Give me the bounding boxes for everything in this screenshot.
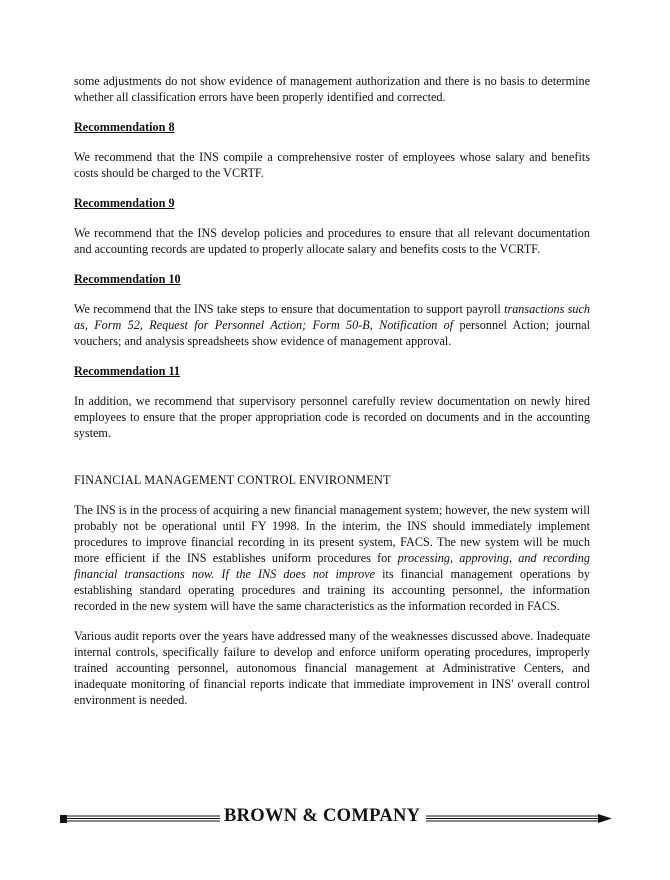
recommendation-8-heading: Recommendation 8 (74, 120, 175, 134)
recommendation-11-text: In addition, we recommend that supervisory personnel carefully review documentation on newly hired employees to ensure that the proper appropriation code is recorded on documents and in the accounting system. (74, 394, 590, 440)
recommendation-10-text (74, 301, 590, 349)
financial-paragraph-2: Various audit reports over the years have addressed many of the weaknesses discussed above. Inadequate internal controls, specifically failure to develop and enforce uniform operating procedures, improperly trained accounting personnel, autonomous financial management at Administrative Centers, and inadequate monitoring of financial reports indicate that immediate improvement in INS' overall control environment is needed. (74, 629, 590, 707)
financial-paragraph-1-c: its financial management operations by establishing standard operating procedures and training its accounting personnel, the information recorded in the new system will have the same characteristics as the information recorded in FACS. (74, 567, 590, 613)
document-body (74, 73, 590, 708)
recommendation-9-heading: Recommendation 9 (74, 196, 175, 210)
firm-name: BROWN & COMPANY (224, 806, 421, 826)
financial-paragraph-1 (74, 502, 590, 614)
recommendation-10-heading: Recommendation 10 (74, 272, 181, 286)
recommendation-10-text-c: personnel Action; journal vouchers; and analysis spreadsheets show evidence of management approval. (74, 318, 590, 348)
recommendation-9-text: We recommend that the INS develop policies and procedures to ensure that all relevant documentation and accounting records are updated to properly allocate salary and benefits costs to the VCRTF. (74, 226, 590, 256)
financial-paragraph-1-a: The INS is in the process of acquiring a new financial management system; however, the new system will probably not be operational until FY 1998. In the interim, the INS should immediately implement procedures to improve financial recording in its present system, FACS. The new system will be much more efficient if the INS establishes uniform procedures for (74, 503, 590, 565)
intro-paragraph: some adjustments do not show evidence of management authorization and there is no basis to determine whether all classification errors have been properly identified and corrected. (74, 74, 590, 104)
financial-paragraph-1-italic: processing, approving, and recording financial transactions now. If the INS does not improve (74, 551, 590, 581)
footer-rule-left (60, 806, 220, 832)
recommendation-11-heading: Recommendation 11 (74, 364, 180, 378)
footer-banner (60, 806, 612, 832)
recommendation-10-text-italic: transactions such as, Form 52, Request for Personnel Action; Form 50-B, Notification of (74, 302, 590, 332)
section-heading: FINANCIAL MANAGEMENT CONTROL ENVIRONMENT (74, 473, 391, 487)
recommendation-10-text-a: We recommend that the INS take steps to ensure that documentation to support payroll (74, 302, 505, 316)
recommendation-8-text: We recommend that the INS compile a comprehensive roster of employees whose salary and benefits costs should be charged to the VCRTF. (74, 150, 590, 180)
footer-rule-right (426, 806, 612, 832)
